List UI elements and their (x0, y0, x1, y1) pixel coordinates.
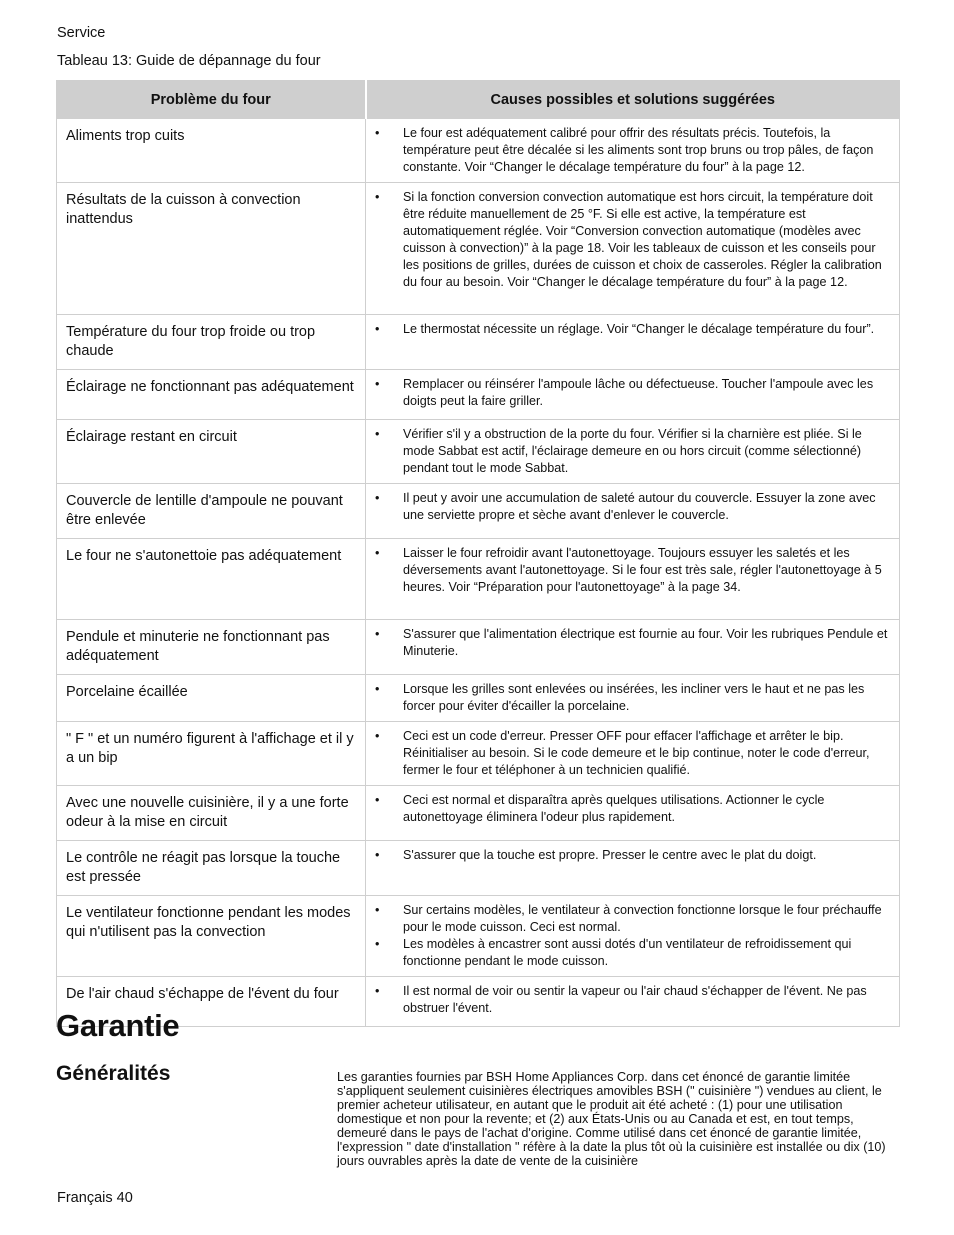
solution-text: Si la fonction conversion convection automatique est hors circuit, la température doit être réduite manuellement de 25 °F. Si elle est active, la température est automatiquement réglée. Voir “Conversion convection automatique (modèles avec cuisson à convection)” à la page 18. Voir les tableaux de cuisson et les conseils pour les positions de grilles, durées de cuisson et choix de casseroles. Régler la calibration du four au besoin. Voir “Changer le décalage température du four” à la page 12. (403, 190, 882, 289)
solution-text: Sur certains modèles, le ventilateur à convection fonctionne lorsque le four préchauffe pour le mode cuisson. Ceci est normal. (403, 903, 882, 934)
table-row (57, 722, 900, 786)
solutions-cell (366, 370, 900, 420)
bullet-icon: • (375, 984, 380, 998)
bullet-icon: • (375, 322, 380, 336)
running-header-section: Service (57, 25, 106, 41)
solution-text: Ceci est normal et disparaîtra après quelques utilisations. Actionner le cycle autonettoyage éliminera l'odeur plus rapidement. (403, 793, 825, 824)
table-row (57, 675, 900, 722)
bullet-icon: • (375, 190, 380, 204)
solutions-cell (366, 539, 900, 620)
bullet-icon: • (375, 903, 380, 917)
table-row (57, 370, 900, 420)
solutions-list (375, 681, 889, 715)
problem-cell: Porcelaine écaillée (57, 675, 366, 722)
problem-cell: Avec une nouvelle cuisinière, il y a une forte odeur à la mise en circuit (57, 786, 366, 841)
table-caption: Tableau 13: Guide de dépannage du four (57, 53, 321, 69)
problem-cell: Température du four trop froide ou trop chaude (57, 315, 366, 370)
table-row (57, 786, 900, 841)
solution-item (375, 847, 889, 864)
solutions-cell (366, 315, 900, 370)
solution-text: Le thermostat nécessite un réglage. Voir “Changer le décalage température du four”. (403, 322, 875, 336)
problem-cell: Couvercle de lentille d'ampoule ne pouvant être enlevée (57, 484, 366, 539)
column-header-solutions: Causes possibles et solutions suggérées (366, 81, 900, 119)
solutions-list (375, 728, 889, 779)
solutions-cell (366, 119, 900, 183)
bullet-icon: • (375, 546, 380, 560)
solutions-list (375, 902, 889, 970)
bullet-icon: • (375, 427, 380, 441)
solutions-list (375, 626, 889, 660)
solution-item (375, 189, 889, 291)
problem-cell: Pendule et minuterie ne fonctionnant pas adéquatement (57, 620, 366, 675)
table-row (57, 539, 900, 620)
bullet-icon: • (375, 729, 380, 743)
solution-text: Vérifier s'il y a obstruction de la porte du four. Vérifier si la charnière est pliée. Si le mode Sabbat est actif, l'éclairage demeure en ou hors circuit (comme sélectionné) pendant tout le mode Sabbat. (403, 427, 862, 475)
solutions-cell (366, 183, 900, 315)
problem-cell: Éclairage ne fonctionnant pas adéquatement (57, 370, 366, 420)
bullet-icon: • (375, 793, 380, 807)
solutions-cell (366, 675, 900, 722)
solutions-list (375, 125, 889, 176)
bullet-icon: • (375, 848, 380, 862)
subsection-title: Généralités (56, 1062, 171, 1085)
solution-item (375, 376, 889, 410)
solution-item (375, 936, 889, 970)
solution-item (375, 545, 889, 596)
solution-item (375, 626, 889, 660)
warranty-paragraph: Les garanties fournies par BSH Home Appliances Corp. dans cet énoncé de garantie limitée s'appliquent seulement cuisinières électriques amovibles BSH (" cuisinière ") vendues au client, le premier acheteur utilisateur, en autant que le produit ait été acheté : (1) pour une utilisation domestique et non pour la revente; et (2) aux États-Unis ou au Canada et est, en tout temps, demeuré dans le pays de l'achat d'origine. Comme utilisé dans cet énoncé de garantie limitée, l'expression " date d'installation " réfère à la date la plus tôt où la cuisinière est installée ou dix (10) jours ouvrables après la date de vente de la cuisinière (337, 1070, 886, 1168)
solution-item (375, 426, 889, 477)
solution-text: Remplacer ou réinsérer l'ampoule lâche ou défectueuse. Toucher l'ampoule avec les doigts peut la faire griller. (403, 377, 874, 408)
solution-text: Le four est adéquatement calibré pour offrir des résultats précis. Toutefois, la température peut être décalée si les aliments sont trop bruns ou trop pâles, de façon constante. Voir “Changer le décalage température du four” à la page 12. (403, 126, 874, 174)
table-row (57, 841, 900, 896)
solution-item (375, 902, 889, 936)
solution-text: Il est normal de voir ou sentir la vapeur ou l'air chaud s'échapper de l'évent. Ne pas obstruer l'évent. (403, 984, 867, 1015)
solutions-list (375, 490, 889, 524)
table-row (57, 977, 900, 1027)
table-header-row (57, 81, 900, 119)
bullet-icon: • (375, 682, 380, 696)
bullet-icon: • (375, 377, 380, 391)
solutions-list (375, 847, 889, 864)
solutions-cell (366, 977, 900, 1027)
table-row (57, 620, 900, 675)
problem-cell: De l'air chaud s'échappe de l'évent du four (57, 977, 366, 1027)
solutions-list (375, 376, 889, 410)
problem-cell: Le four ne s'autonettoie pas adéquatement (57, 539, 366, 620)
solution-text: Les modèles à encastrer sont aussi dotés d'un ventilateur de refroidissement qui fonctionne pendant le mode cuisson. (403, 937, 852, 968)
solution-item (375, 792, 889, 826)
table-row (57, 315, 900, 370)
troubleshooting-table (56, 80, 900, 1027)
problem-cell: Aliments trop cuits (57, 119, 366, 183)
solutions-list (375, 189, 889, 291)
problem-cell: " F " et un numéro figurent à l'affichage et il y a un bip (57, 722, 366, 786)
column-header-problem: Problème du four (57, 81, 366, 119)
table-row (57, 183, 900, 315)
problem-cell: Le ventilateur fonctionne pendant les modes qui n'utilisent pas la convection (57, 896, 366, 977)
solution-item (375, 681, 889, 715)
solution-item (375, 490, 889, 524)
solution-text: S'assurer que la touche est propre. Presser le centre avec le plat du doigt. (403, 848, 817, 862)
bullet-icon: • (375, 937, 380, 951)
solution-item (375, 728, 889, 779)
solution-text: Il peut y avoir une accumulation de saleté autour du couvercle. Essuyer la zone avec une serviette propre et sèche avant d'enlever le couvercle. (403, 491, 876, 522)
table-body (57, 119, 900, 1027)
solutions-cell (366, 786, 900, 841)
solution-item (375, 983, 889, 1017)
solutions-cell (366, 896, 900, 977)
solutions-list (375, 983, 889, 1017)
solution-text: Laisser le four refroidir avant l'autonettoyage. Toujours essuyer les saletés et les déversements avant l'autonettoyage. Si le four est très sale, régler l'autonettoyage à 5 heures. Voir “Préparation pour l'autonettoyage” à la page 34. (403, 546, 882, 594)
solution-text: Lorsque les grilles sont enlevées ou insérées, les incliner vers le haut et ne pas les forcer pour éviter d'écailler la porcelaine. (403, 682, 865, 713)
solution-item (375, 321, 889, 338)
solution-item (375, 125, 889, 176)
section-title: Garantie (56, 1008, 180, 1043)
solutions-list (375, 426, 889, 477)
solutions-list (375, 792, 889, 826)
solutions-list (375, 321, 889, 338)
solutions-cell (366, 484, 900, 539)
solutions-cell (366, 420, 900, 484)
page-footer: Français 40 (57, 1190, 133, 1206)
problem-cell: Le contrôle ne réagit pas lorsque la touche est pressée (57, 841, 366, 896)
problem-cell: Éclairage restant en circuit (57, 420, 366, 484)
solutions-cell (366, 841, 900, 896)
bullet-icon: • (375, 126, 380, 140)
solutions-list (375, 545, 889, 596)
table-row (57, 896, 900, 977)
solutions-cell (366, 620, 900, 675)
table-row (57, 119, 900, 183)
solution-text: Ceci est un code d'erreur. Presser OFF pour effacer l'affichage et arrêter le bip. Réinitialiser au besoin. Si le code demeure et le bip continue, noter le code d'erreur, fermer le four et téléphoner à un technicien qualifié. (403, 729, 870, 777)
table-row (57, 420, 900, 484)
bullet-icon: • (375, 627, 380, 641)
problem-cell: Résultats de la cuisson à convection inattendus (57, 183, 366, 315)
solutions-cell (366, 722, 900, 786)
table-row (57, 484, 900, 539)
solution-text: S'assurer que l'alimentation électrique est fournie au four. Voir les rubriques Pendule et Minuterie. (403, 627, 888, 658)
bullet-icon: • (375, 491, 380, 505)
